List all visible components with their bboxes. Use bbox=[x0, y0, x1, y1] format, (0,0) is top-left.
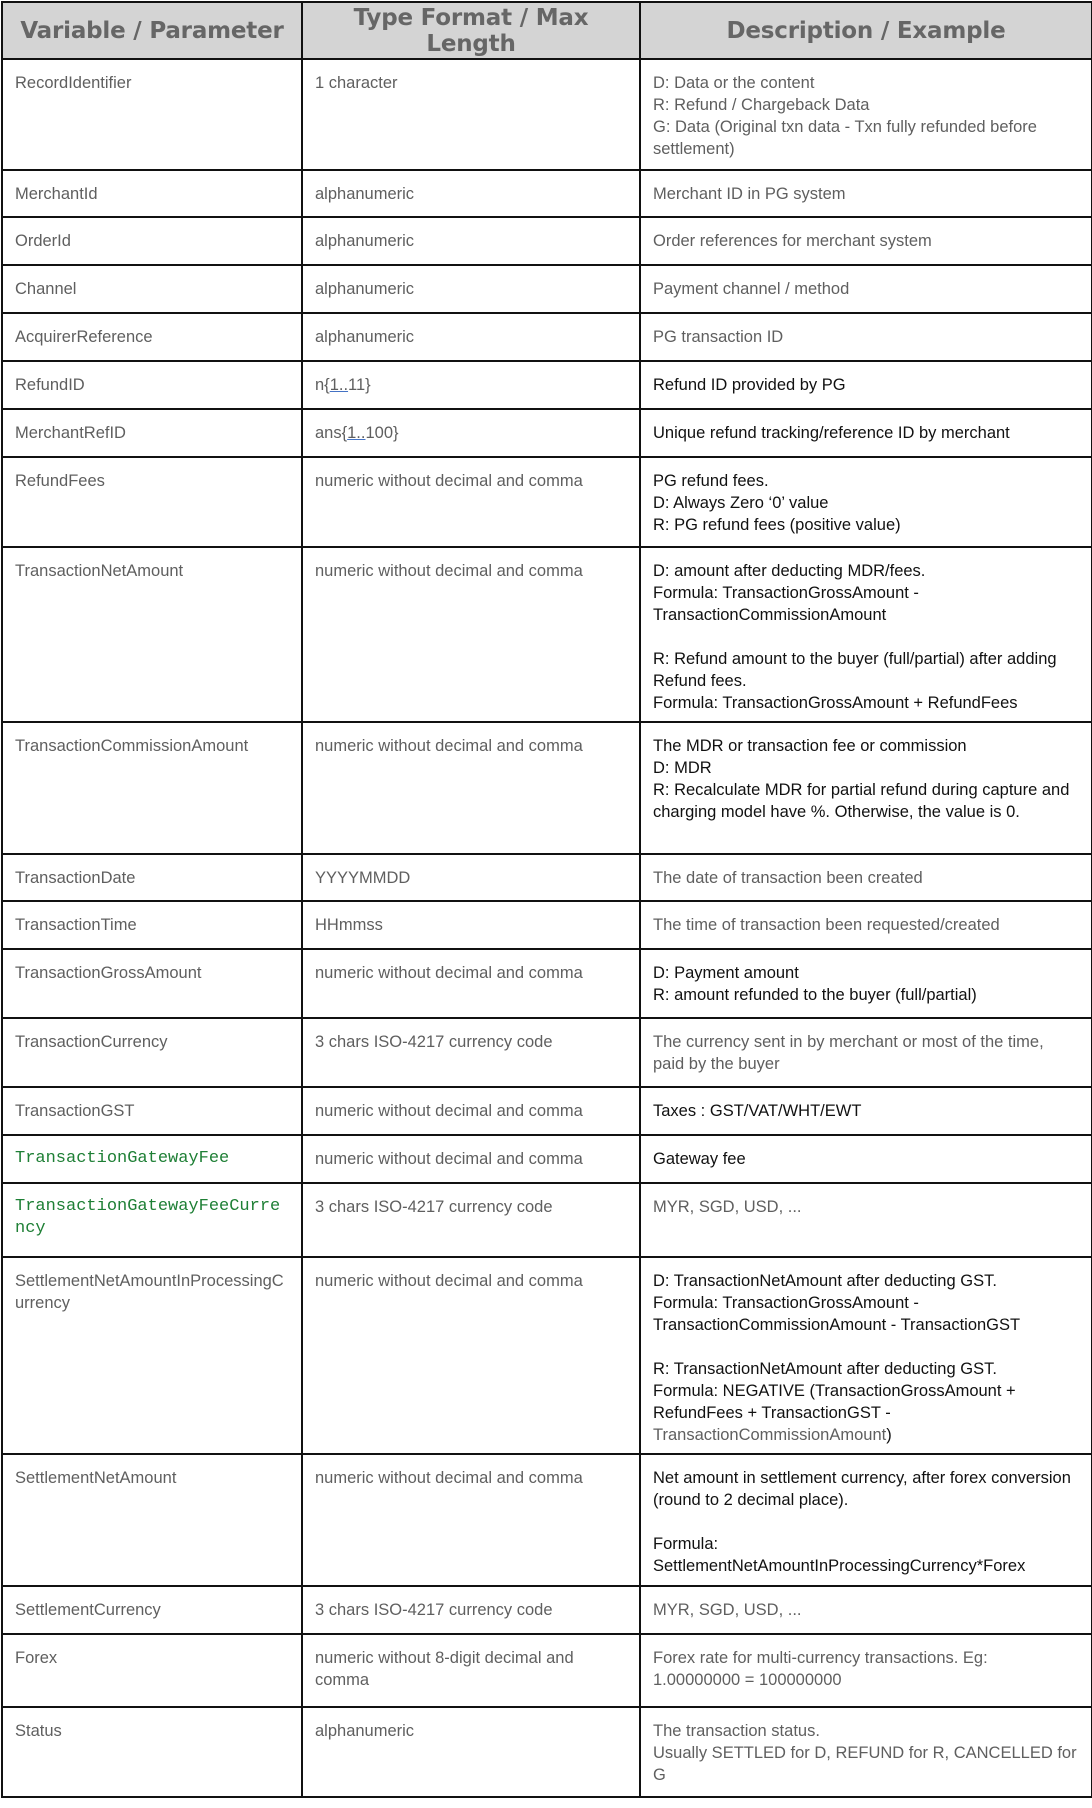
param-name: TransactionNetAmount bbox=[2, 547, 302, 722]
param-type: numeric without decimal and comma bbox=[302, 457, 640, 547]
param-type: numeric without decimal and comma bbox=[302, 1087, 640, 1135]
param-description: Taxes : GST/VAT/WHT/EWT bbox=[640, 1087, 1092, 1135]
table-row bbox=[2, 217, 1092, 265]
param-name: TransactionGatewayFee bbox=[2, 1135, 302, 1183]
header-variable: Variable / Parameter bbox=[2, 2, 302, 59]
param-type: numeric without decimal and comma bbox=[302, 1257, 640, 1454]
table-row bbox=[2, 1454, 1092, 1586]
param-description: The date of transaction been created bbox=[640, 854, 1092, 901]
desc-text: D: TransactionNetAmount after deducting GST. Formula: TransactionGrossAmount - TransactionCommissionAmount - TransactionGST R: TransactionNetAmount after deducting GST. Formula: NEGATIVE (TransactionGrossAmount + RefundFees + TransactionGST - bbox=[653, 1272, 1021, 1422]
param-name: TransactionGatewayFeeCurrency bbox=[2, 1183, 302, 1257]
table-row bbox=[2, 901, 1092, 949]
desc-tail: TransactionCommissionAmount bbox=[653, 1426, 887, 1444]
header-row bbox=[2, 2, 1092, 59]
param-type bbox=[302, 409, 640, 457]
table-row bbox=[2, 722, 1092, 854]
type-suffix: 11} bbox=[348, 376, 371, 394]
type-range: 1.. bbox=[329, 376, 349, 394]
param-description: Merchant ID in PG system bbox=[640, 170, 1092, 217]
param-type: 3 chars ISO-4217 currency code bbox=[302, 1018, 640, 1087]
desc-close: ) bbox=[886, 1426, 892, 1444]
param-type: 3 chars ISO-4217 currency code bbox=[302, 1586, 640, 1634]
type-prefix: n{ bbox=[315, 376, 330, 394]
param-name bbox=[2, 1257, 302, 1454]
param-description: D: amount after deducting MDR/fees. Formula: TransactionGrossAmount - TransactionCommissionAmount R: Refund amount to the buyer (full/partial) after adding Refund fees. Formula: TransactionGrossAmount + RefundFees bbox=[640, 547, 1092, 722]
header-type: Type Format / Max Length bbox=[302, 2, 640, 59]
parameter-table bbox=[1, 1, 1092, 1798]
param-type: alphanumeric bbox=[302, 1707, 640, 1797]
param-description: Net amount in settlement currency, after forex conversion (round to 2 decimal place). Formula: SettlementNetAmountInProcessingCurrency*Forex bbox=[640, 1454, 1092, 1586]
param-type: HHmmss bbox=[302, 901, 640, 949]
table-row bbox=[2, 1634, 1092, 1707]
type-suffix: 100} bbox=[365, 424, 399, 442]
param-type: alphanumeric bbox=[302, 170, 640, 217]
param-name: TransactionGST bbox=[2, 1087, 302, 1135]
table-row bbox=[2, 1707, 1092, 1797]
param-type: alphanumeric bbox=[302, 217, 640, 265]
param-name: SettlementNetAmount bbox=[2, 1454, 302, 1586]
param-description: Order references for merchant system bbox=[640, 217, 1092, 265]
param-description: D: Payment amount R: amount refunded to the buyer (full/partial) bbox=[640, 949, 1092, 1018]
type-prefix: ans{ bbox=[315, 424, 348, 442]
param-description bbox=[640, 1257, 1092, 1454]
param-name: MerchantId bbox=[2, 170, 302, 217]
param-description: MYR, SGD, USD, ... bbox=[640, 1183, 1092, 1257]
param-name: TransactionCommissionAmount bbox=[2, 722, 302, 854]
param-type: numeric without decimal and comma bbox=[302, 1135, 640, 1183]
param-name: TransactionTime bbox=[2, 901, 302, 949]
param-name: Forex bbox=[2, 1634, 302, 1707]
param-name: RecordIdentifier bbox=[2, 59, 302, 170]
param-description: Payment channel / method bbox=[640, 265, 1092, 313]
param-description: The MDR or transaction fee or commission D: MDR R: Recalculate MDR for partial refund during capture and charging model have %. Otherwise, the value is 0. bbox=[640, 722, 1092, 854]
table-row bbox=[2, 409, 1092, 457]
param-type: numeric without decimal and comma bbox=[302, 949, 640, 1018]
table-row bbox=[2, 457, 1092, 547]
param-type: YYYYMMDD bbox=[302, 854, 640, 901]
param-description: Unique refund tracking/reference ID by merchant bbox=[640, 409, 1092, 457]
param-name: RefundFees bbox=[2, 457, 302, 547]
param-description: The time of transaction been requested/created bbox=[640, 901, 1092, 949]
param-description: Refund ID provided by PG bbox=[640, 361, 1092, 409]
table-row bbox=[2, 1135, 1092, 1183]
param-name: SettlementCurrency bbox=[2, 1586, 302, 1634]
type-range: 1.. bbox=[347, 424, 366, 442]
param-name: OrderId bbox=[2, 217, 302, 265]
param-type: 1 character bbox=[302, 59, 640, 170]
table-row bbox=[2, 313, 1092, 361]
param-description: D: Data or the content R: Refund / Chargeback Data G: Data (Original txn data - Txn fully refunded before settlement) bbox=[640, 59, 1092, 170]
param-description: Gateway fee bbox=[640, 1135, 1092, 1183]
param-description: MYR, SGD, USD, ... bbox=[640, 1586, 1092, 1634]
table-row bbox=[2, 949, 1092, 1018]
param-type: 3 chars ISO-4217 currency code bbox=[302, 1183, 640, 1257]
table-row bbox=[2, 1183, 1092, 1257]
param-name: Status bbox=[2, 1707, 302, 1797]
param-description: The transaction status. Usually SETTLED for D, REFUND for R, CANCELLED for G bbox=[640, 1707, 1092, 1797]
param-name: TransactionGrossAmount bbox=[2, 949, 302, 1018]
header-description: Description / Example bbox=[640, 2, 1092, 59]
param-description: The currency sent in by merchant or most of the time, paid by the buyer bbox=[640, 1018, 1092, 1087]
table-row bbox=[2, 1257, 1092, 1454]
param-type: alphanumeric bbox=[302, 313, 640, 361]
param-type: numeric without decimal and comma bbox=[302, 722, 640, 854]
param-name: RefundID bbox=[2, 361, 302, 409]
param-type: numeric without decimal and comma bbox=[302, 547, 640, 722]
table-row bbox=[2, 854, 1092, 901]
param-type: alphanumeric bbox=[302, 265, 640, 313]
param-name: TransactionDate bbox=[2, 854, 302, 901]
param-description: PG refund fees. D: Always Zero ‘0’ value R: PG refund fees (positive value) bbox=[640, 457, 1092, 547]
param-description: PG transaction ID bbox=[640, 313, 1092, 361]
param-type: numeric without decimal and comma bbox=[302, 1454, 640, 1586]
param-name: AcquirerReference bbox=[2, 313, 302, 361]
table-row bbox=[2, 265, 1092, 313]
param-description: Forex rate for multi-currency transactions. Eg: 1.00000000 = 100000000 bbox=[640, 1634, 1092, 1707]
table-row bbox=[2, 1018, 1092, 1087]
table-row bbox=[2, 59, 1092, 170]
table-row bbox=[2, 1087, 1092, 1135]
table-row bbox=[2, 170, 1092, 217]
param-type bbox=[302, 361, 640, 409]
table-row bbox=[2, 547, 1092, 722]
param-name: TransactionCurrency bbox=[2, 1018, 302, 1087]
param-name-text: SettlementNetAmountInProcessingCurrency bbox=[15, 1272, 284, 1312]
param-type: numeric without 8-digit decimal and comma bbox=[302, 1634, 640, 1707]
table-row bbox=[2, 1586, 1092, 1634]
param-name: MerchantRefID bbox=[2, 409, 302, 457]
param-name: Channel bbox=[2, 265, 302, 313]
table-row bbox=[2, 361, 1092, 409]
